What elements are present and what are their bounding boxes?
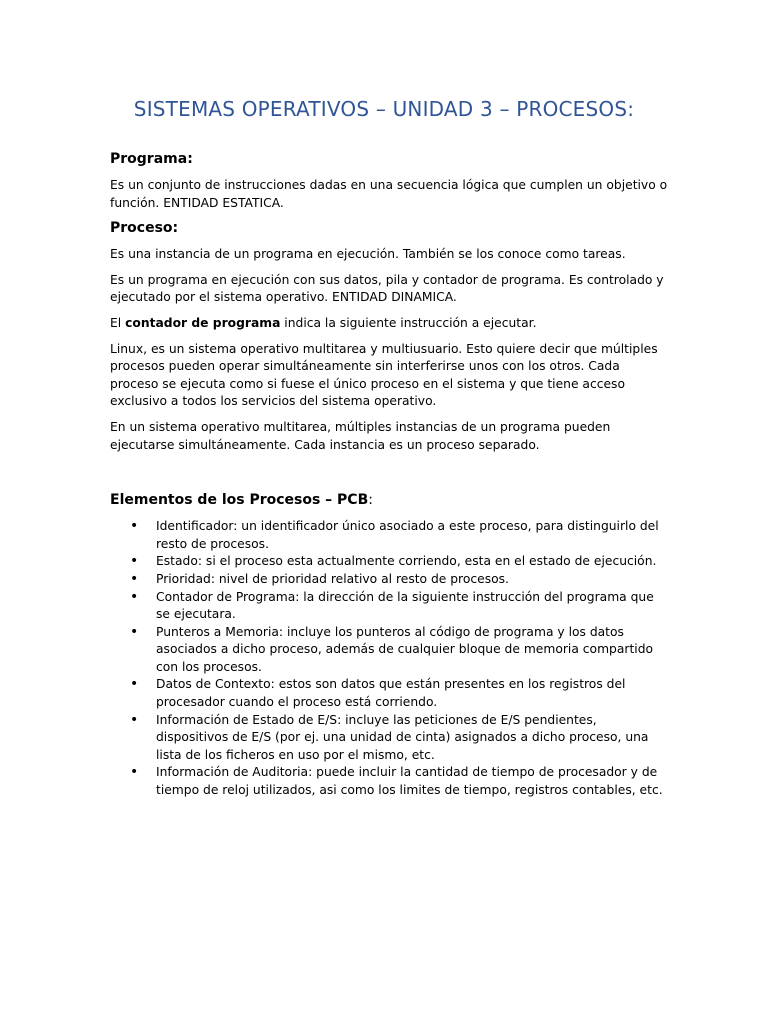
heading-elementos-colon: : <box>368 492 373 509</box>
paragraph-proceso-3 <box>110 315 670 333</box>
list-item-text: Estado: si el proceso esta actualmente corriendo, esta en el estado de ejecución. <box>156 554 657 569</box>
heading-elementos <box>110 492 670 508</box>
bullet-icon: • <box>130 676 139 693</box>
paragraph-proceso-5: En un sistema operativo multitarea, múltiples instancias de un programa pueden ejecutarse simultáneamente. Cada instancia es un proceso separado. <box>110 419 611 452</box>
list-item <box>110 589 670 624</box>
paragraph-proceso-2: Es un programa en ejecución con sus datos, pila y contador de programa. Es controlado y ejecutado por el sistema operativo. ENTIDAD DINAMICA. <box>110 272 664 305</box>
bullet-icon: • <box>130 553 139 570</box>
paragraph-programa: Es un conjunto de instrucciones dadas en una secuencia lógica que cumplen un objetivo o función. ENTIDAD ESTATICA. <box>110 178 668 210</box>
list-item <box>110 712 670 765</box>
p3-text-bold: contador de programa <box>125 315 281 330</box>
list-item-text: Punteros a Memoria: incluye los punteros al código de programa y los datos asociados a dicho proceso, además de cualquier bloque de memoria compartido con los procesos. <box>156 624 654 674</box>
list-item-text: Prioridad: nivel de prioridad relativo al resto de procesos. <box>156 571 509 586</box>
p3-text-post: indica la siguiente instrucción a ejecutar. <box>280 315 537 330</box>
heading-proceso: Proceso: <box>110 220 179 237</box>
pcb-elements-list <box>110 518 670 800</box>
list-item-text: Información de Auditoria: puede incluir la cantidad de tiempo de procesador y de tiempo de reloj utilizados, asi como los limites de tiempo, registros contables, etc. <box>156 765 663 798</box>
bullet-icon: • <box>130 588 139 605</box>
p3-text-pre: El <box>110 315 126 330</box>
bullet-icon: • <box>130 764 139 781</box>
list-item <box>110 553 670 571</box>
heading-programa: Programa: <box>110 151 193 167</box>
document-title: SISTEMAS OPERATIVOS – UNIDAD 3 – PROCESOS: <box>133 97 635 121</box>
bullet-icon: • <box>130 570 139 587</box>
list-item-text: Contador de Programa: la dirección de la siguiente instrucción del programa que se ejecutara. <box>156 589 654 622</box>
list-item <box>110 571 670 589</box>
bullet-icon: • <box>130 518 139 535</box>
document-body <box>110 151 670 800</box>
list-item <box>110 624 670 677</box>
bullet-icon: • <box>130 711 139 728</box>
list-item-text: Identificador: un identificador único asociado a este proceso, para distinguirlo del resto de procesos. <box>156 519 659 551</box>
heading-elementos-text: Elementos de los Procesos – PCB <box>110 492 369 509</box>
bullet-icon: • <box>130 623 139 640</box>
list-item <box>110 518 670 553</box>
list-item-text: Datos de Contexto: estos son datos que están presentes en los registros del procesador cuando el proceso está corriendo. <box>156 677 626 710</box>
list-item-text: Información de Estado de E/S: incluye las peticiones de E/S pendientes, dispositivos de E/S (por ej. una unidad de cinta) asignados a dicho proceso, una lista de los ficheros en uso por el mismo, etc. <box>156 712 649 762</box>
paragraph-proceso-1: Es una instancia de un programa en ejecución. También se los conoce como tareas. <box>110 247 626 262</box>
list-item <box>110 676 670 711</box>
paragraph-proceso-4: Linux, es un sistema operativo multitarea y multiusuario. Esto quiere decir que múltiples procesos pueden operar simultáneamente sin interferirse unos con los otros. Cada proceso se ejecuta como si fuese el único proceso en el sistema y que tiene acceso exclusivo a todos los servicios del sistema operativo. <box>110 341 658 409</box>
list-item <box>110 764 670 799</box>
